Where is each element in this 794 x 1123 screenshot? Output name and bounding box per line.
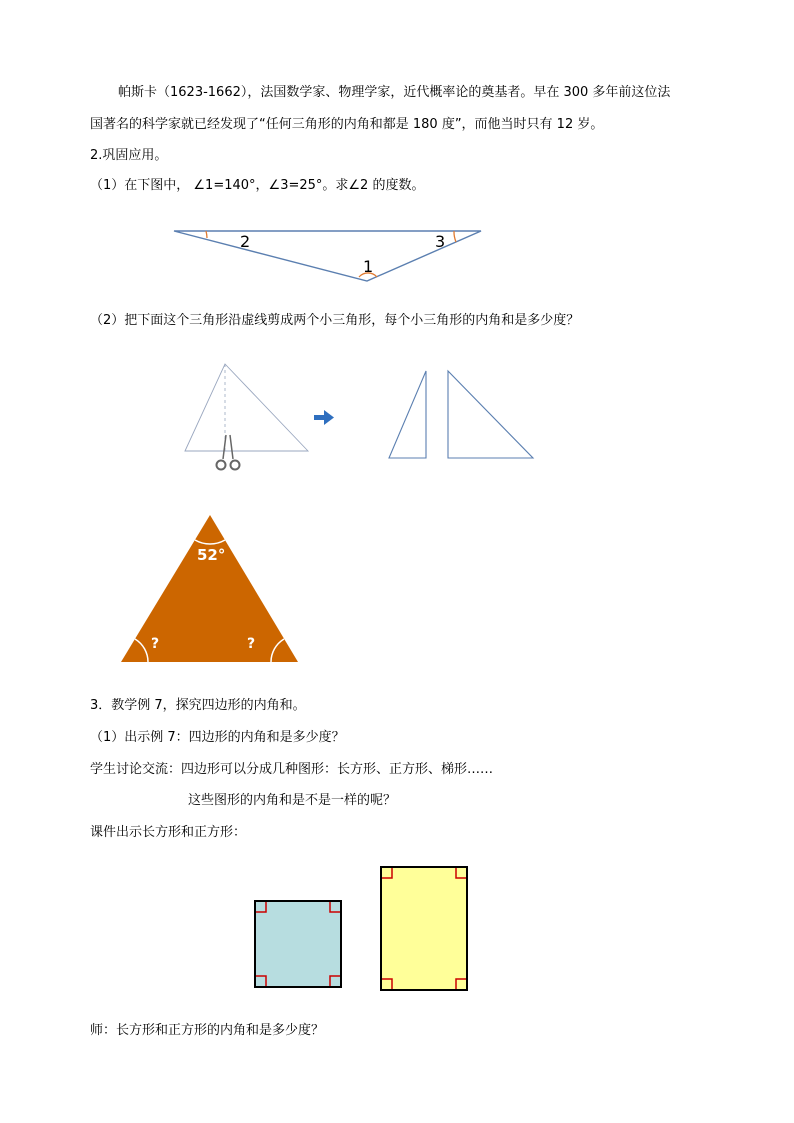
- left-angle-label: ?: [151, 636, 160, 652]
- arrow-right-icon: [314, 410, 334, 425]
- question-2: （2）把下面这个三角形沿虚线剪成两个小三角形，每个小三角形的内角和是多少度？: [90, 313, 580, 328]
- courseware-line: 课件出示长方形和正方形：: [90, 825, 247, 840]
- top-angle-label: 52°: [197, 546, 226, 564]
- angle-2-arc: [206, 231, 207, 238]
- intro-line-2: 国著名的科学家就已经发现了“任何三角形的内角和都是 180 度”，而他当时只有 12 岁。: [90, 117, 604, 132]
- scissors-icon: [217, 435, 240, 470]
- piece-left-triangle: [389, 371, 426, 458]
- teacher-question: 师：长方形和正方形的内角和是多少度？: [90, 1023, 325, 1038]
- discussion-2: 这些图形的内角和是不是一样的呢？: [188, 793, 397, 808]
- original-triangle: [185, 364, 308, 451]
- orange-triangle-figure: [118, 512, 308, 667]
- square-rectangle-figure: [250, 860, 480, 1000]
- angle-2-label: 2: [240, 232, 251, 251]
- square: [255, 901, 341, 987]
- example-7: （1）出示例 7：四边形的内角和是多少度？: [90, 730, 345, 745]
- question-1: （1）在下图中， ∠1=140°，∠3=25°。求∠2 的度数。: [90, 178, 425, 193]
- intro-line-1: 帕斯卡（1623-1662），法国数学家、物理学家，近代概率论的奠基者。早在 300 多年前这位法: [118, 85, 671, 100]
- discussion-1: 学生讨论交流：四边形可以分成几种图形：长方形、正方形、梯形……: [90, 762, 494, 777]
- angle-3-arc: [454, 231, 456, 242]
- angle-triangle-figure: [170, 220, 490, 290]
- angle-1-label: 1: [363, 257, 374, 276]
- right-angle-label: ?: [247, 636, 256, 652]
- section-3-heading: 3．教学例 7，探究四边形的内角和。: [90, 698, 306, 713]
- orange-triangle: [121, 515, 298, 662]
- piece-right-triangle: [448, 371, 533, 458]
- angle-3-label: 3: [435, 232, 446, 251]
- section-2-heading: 2.巩固应用。: [90, 148, 168, 163]
- cut-triangle-figure: [180, 355, 540, 485]
- rectangle: [381, 867, 467, 990]
